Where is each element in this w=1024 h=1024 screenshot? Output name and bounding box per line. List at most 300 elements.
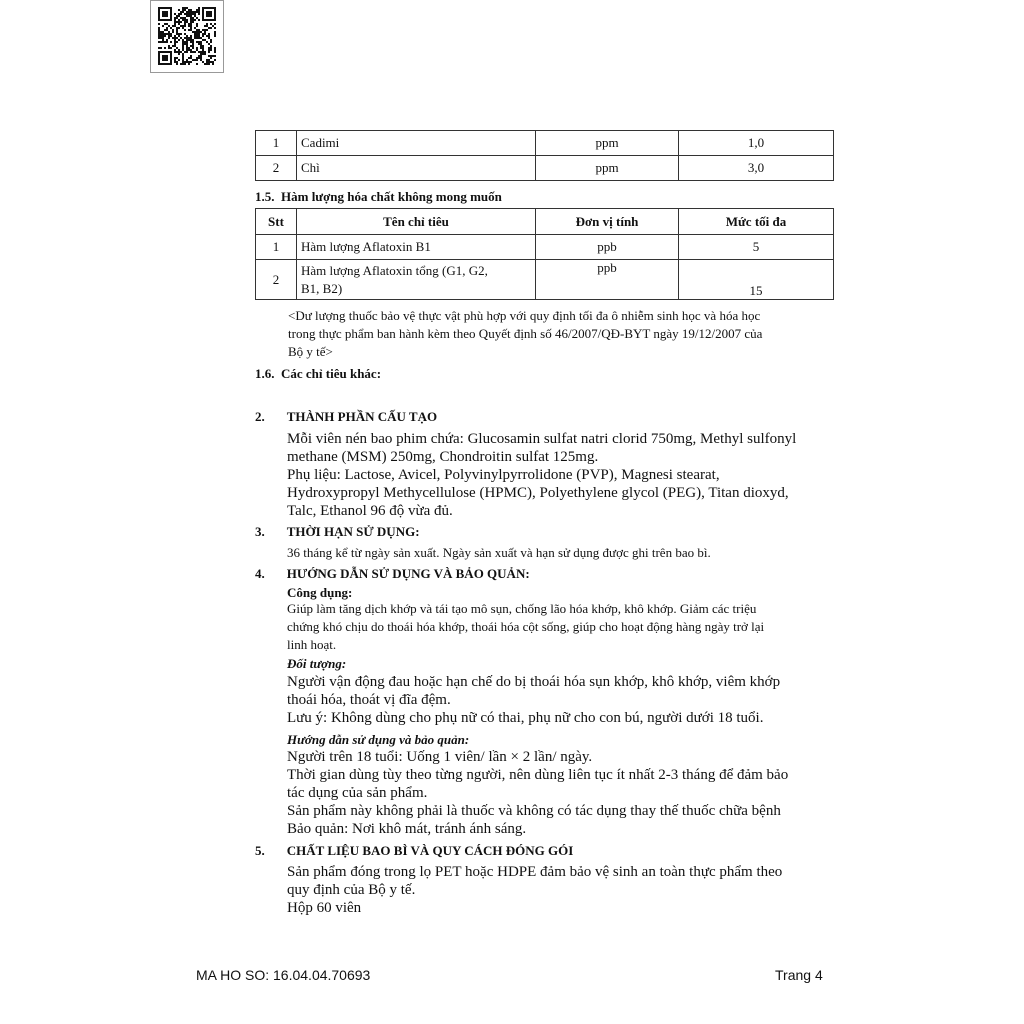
qr-module	[206, 19, 208, 21]
qr-module	[160, 63, 162, 65]
qr-module	[212, 25, 214, 27]
qr-module	[186, 15, 188, 17]
qr-module	[164, 33, 166, 35]
qr-module	[190, 11, 192, 13]
qr-module	[208, 51, 210, 53]
qr-module	[184, 21, 186, 23]
stt-cell: 2	[256, 156, 297, 181]
qr-module	[158, 53, 160, 55]
header-name: Tên chỉ tiêu	[297, 209, 536, 235]
qr-module	[160, 37, 162, 39]
dossier-code: MA HO SO: 16.04.04.70693	[196, 967, 371, 983]
qr-module	[186, 19, 188, 21]
qr-module	[190, 57, 192, 59]
qr-module	[206, 61, 208, 63]
qr-module	[192, 39, 194, 41]
qr-module	[162, 37, 164, 39]
qr-module	[192, 21, 194, 23]
qr-module	[158, 51, 160, 53]
qr-module	[172, 31, 174, 33]
qr-module	[198, 51, 200, 53]
qr-module	[184, 9, 186, 11]
qr-module	[186, 61, 188, 63]
qr-module	[200, 45, 202, 47]
qr-module	[180, 25, 182, 27]
qr-module	[184, 13, 186, 15]
qr-module	[214, 15, 216, 17]
qr-module	[188, 13, 190, 15]
qr-module	[186, 35, 188, 37]
qr-module	[192, 43, 194, 45]
qr-module	[182, 45, 184, 47]
qr-module	[174, 37, 176, 39]
qr-module	[158, 33, 160, 35]
qr-module	[164, 23, 166, 25]
qr-module	[198, 13, 200, 15]
qr-module	[192, 51, 194, 53]
qr-module	[204, 33, 206, 35]
qr-module	[166, 39, 168, 41]
qr-module	[194, 11, 196, 13]
qr-module	[192, 45, 194, 47]
qr-module	[214, 7, 216, 9]
qr-module	[212, 55, 214, 57]
qr-module	[210, 45, 212, 47]
contaminant-table	[255, 130, 834, 181]
qr-module	[160, 35, 162, 37]
qr-module	[184, 63, 186, 65]
text-line: Phụ liệu: Lactose, Avicel, Polyvinylpyrrolidone (PVP), Magnesi stearat,	[287, 467, 720, 483]
section-number: 4.	[255, 566, 265, 581]
qr-module	[212, 19, 214, 21]
qr-module	[186, 45, 188, 47]
qr-module	[182, 9, 184, 11]
qr-module	[158, 63, 160, 65]
qr-module	[208, 11, 210, 13]
qr-module	[190, 29, 192, 31]
qr-module	[190, 39, 192, 41]
qr-module	[166, 7, 168, 9]
qr-module	[198, 7, 200, 9]
qr-module	[208, 13, 210, 15]
qr-module	[166, 19, 168, 21]
qr-module	[182, 25, 184, 27]
qr-module	[180, 13, 182, 15]
qr-module	[174, 35, 176, 37]
qr-module	[166, 57, 168, 59]
qr-module	[188, 37, 190, 39]
qr-module	[166, 15, 168, 17]
qr-module	[184, 25, 186, 27]
unit-cell: ppm	[536, 156, 679, 181]
qr-module	[186, 13, 188, 15]
qr-module	[158, 13, 160, 15]
text-line: Hydroxypropyl Methycellulose (HPMC), Polyethylene glycol (PEG), Titan dioxyd,	[287, 485, 789, 501]
qr-module	[196, 29, 198, 31]
qr-module	[214, 49, 216, 51]
qr-module	[164, 47, 166, 49]
qr-module	[174, 19, 176, 21]
qr-module	[158, 27, 160, 29]
qr-module	[210, 39, 212, 41]
qr-module	[178, 27, 180, 29]
qr-module	[162, 19, 164, 21]
section-number: 5.	[255, 843, 265, 858]
note-line: trong thực phẩm ban hành kèm theo Quyết định số 46/2007/QĐ-BYT ngày 19/12/2007 của	[288, 326, 763, 341]
qr-module	[174, 49, 176, 51]
qr-module	[210, 61, 212, 63]
qr-module	[190, 51, 192, 53]
qr-module	[182, 27, 184, 29]
qr-module	[210, 55, 212, 57]
qr-module	[202, 7, 204, 9]
qr-module	[192, 19, 194, 21]
qr-module	[192, 17, 194, 19]
max-cell: 15	[679, 260, 834, 300]
qr-module	[162, 63, 164, 65]
qr-code-frame	[150, 0, 224, 73]
qr-module	[170, 53, 172, 55]
qr-module	[170, 61, 172, 63]
qr-module	[174, 41, 176, 43]
qr-module	[176, 29, 178, 31]
text-line: linh hoạt.	[287, 637, 337, 652]
qr-module	[204, 7, 206, 9]
qr-module	[168, 45, 170, 47]
qr-module	[178, 59, 180, 61]
qr-module	[210, 7, 212, 9]
qr-module	[164, 15, 166, 17]
qr-module	[180, 11, 182, 13]
qr-module	[188, 47, 190, 49]
section-title: THÀNH PHẦN CẤU TẠO	[286, 409, 438, 424]
qr-module	[178, 21, 180, 23]
qr-module	[194, 37, 196, 39]
usage-storage-heading: Hướng dẫn sử dụng và bảo quản:	[287, 732, 470, 747]
qr-module	[166, 51, 168, 53]
qr-module	[196, 17, 198, 19]
qr-module	[204, 19, 206, 21]
qr-module	[170, 15, 172, 17]
qr-module	[196, 33, 198, 35]
qr-module	[200, 57, 202, 59]
qr-module	[204, 39, 206, 41]
text-line: Giúp làm tăng dịch khớp và tái tạo mô sụn, chống lão hóa khớp, khô khớp. Giảm các triệu	[287, 601, 757, 616]
qr-module	[214, 59, 216, 61]
qr-module	[202, 11, 204, 13]
qr-module	[176, 33, 178, 35]
qr-module	[200, 59, 202, 61]
text-line: methane (MSM) 250mg, Chondroitin sulfat 125mg.	[287, 449, 599, 465]
qr-module	[162, 57, 164, 59]
qr-module	[210, 23, 212, 25]
header-stt: Stt	[256, 209, 297, 235]
qr-module	[202, 13, 204, 15]
text-line: Sản phẩm này không phải là thuốc và không có tác dụng thay thế thuốc chữa bệnh	[287, 803, 781, 819]
qr-module	[194, 13, 196, 15]
qr-module	[186, 43, 188, 45]
qr-module	[166, 11, 168, 13]
text-line: Thời gian dùng tùy theo từng người, nên dùng liên tục ít nhất 2-3 tháng để đảm bảo	[287, 767, 789, 783]
qr-module	[198, 37, 200, 39]
qr-module	[176, 47, 178, 49]
qr-module	[188, 49, 190, 51]
qr-module	[202, 49, 204, 51]
qr-module	[186, 7, 188, 9]
qr-module	[170, 55, 172, 57]
qr-module	[170, 57, 172, 59]
qr-module	[166, 33, 168, 35]
section-2-heading	[255, 408, 437, 426]
qr-module	[164, 59, 166, 61]
uses-text	[287, 600, 764, 654]
section-1-5-heading	[255, 188, 502, 206]
qr-module	[214, 55, 216, 57]
qr-module	[196, 49, 198, 51]
qr-module	[162, 13, 164, 15]
qr-module	[182, 63, 184, 65]
qr-module	[202, 53, 204, 55]
qr-module	[170, 41, 172, 43]
qr-module	[172, 37, 174, 39]
qr-module	[180, 37, 182, 39]
qr-module	[204, 51, 206, 53]
qr-module	[192, 41, 194, 43]
qr-module	[164, 55, 166, 57]
text-line: Sản phẩm đóng trong lọ PET hoặc HDPE đảm bảo vệ sinh an toàn thực phẩm theo	[287, 864, 783, 880]
qr-module	[166, 13, 168, 15]
qr-module	[176, 21, 178, 23]
qr-module	[166, 63, 168, 65]
qr-module	[184, 19, 186, 21]
qr-module	[158, 37, 160, 39]
qr-module	[186, 51, 188, 53]
shelf-life-text: 36 tháng kể từ ngày sản xuất. Ngày sản xuất và hạn sử dụng được ghi trên bao bì.	[287, 545, 711, 560]
qr-module	[166, 59, 168, 61]
qr-module	[196, 23, 198, 25]
qr-module	[162, 35, 164, 37]
qr-module	[186, 11, 188, 13]
qr-module	[198, 55, 200, 57]
qr-module	[210, 19, 212, 21]
qr-module	[188, 15, 190, 17]
qr-module	[170, 27, 172, 29]
qr-module	[164, 51, 166, 53]
qr-module	[212, 7, 214, 9]
qr-module	[208, 35, 210, 37]
qr-module	[188, 61, 190, 63]
qr-module	[198, 33, 200, 35]
qr-module	[194, 15, 196, 17]
composition-text	[287, 430, 796, 520]
qr-module	[206, 25, 208, 27]
qr-module	[184, 33, 186, 35]
qr-module	[158, 17, 160, 19]
qr-module	[194, 33, 196, 35]
qr-module	[162, 39, 164, 41]
target-users-heading: Đối tượng:	[287, 656, 347, 671]
note-line: <Dư lượng thuốc bảo vệ thực vật phù hợp với quy định tối đa ô nhiễm sinh học và hóa học	[288, 308, 761, 323]
qr-module	[214, 51, 216, 53]
qr-module	[210, 57, 212, 59]
note-line: Bộ y tế>	[288, 344, 333, 359]
section-title: Hàm lượng hóa chất không mong muốn	[281, 189, 502, 204]
qr-module	[194, 59, 196, 61]
qr-module	[160, 7, 162, 9]
qr-module	[170, 19, 172, 21]
qr-module	[176, 37, 178, 39]
qr-module	[208, 15, 210, 17]
qr-module	[158, 15, 160, 17]
qr-module	[158, 31, 160, 33]
qr-module	[170, 13, 172, 15]
qr-module	[170, 9, 172, 11]
qr-module	[184, 51, 186, 53]
name-cell	[297, 260, 536, 300]
qr-module	[176, 61, 178, 63]
qr-module	[194, 35, 196, 37]
qr-module	[174, 43, 176, 45]
qr-module	[214, 9, 216, 11]
page-number: Trang 4	[775, 967, 823, 983]
residue-note	[288, 307, 762, 361]
qr-module	[178, 51, 180, 53]
qr-module	[212, 63, 214, 65]
qr-module	[158, 55, 160, 57]
qr-module	[182, 55, 184, 57]
qr-module	[196, 35, 198, 37]
qr-module	[184, 43, 186, 45]
qr-module	[168, 33, 170, 35]
qr-module	[202, 33, 204, 35]
qr-module	[166, 27, 168, 29]
qr-module	[162, 55, 164, 57]
qr-module	[176, 41, 178, 43]
qr-module	[196, 41, 198, 43]
qr-module	[194, 19, 196, 21]
qr-module	[182, 49, 184, 51]
qr-module	[208, 47, 210, 49]
qr-module	[202, 61, 204, 63]
qr-module	[198, 35, 200, 37]
qr-module	[170, 17, 172, 19]
qr-module	[176, 15, 178, 17]
qr-module	[160, 41, 162, 43]
qr-module	[182, 11, 184, 13]
qr-module	[190, 45, 192, 47]
text-line: Mỗi viên nén bao phim chứa: Glucosamin sulfat natri clorid 750mg, Methyl sulfonyl	[287, 431, 797, 447]
qr-module	[168, 47, 170, 49]
qr-module	[198, 43, 200, 45]
max-cell: 3,0	[679, 156, 834, 181]
qr-module	[172, 45, 174, 47]
qr-module	[214, 11, 216, 13]
qr-module	[190, 15, 192, 17]
unit-cell: ppb	[536, 260, 679, 300]
qr-module	[174, 61, 176, 63]
qr-module	[208, 63, 210, 65]
qr-module	[188, 63, 190, 65]
qr-module	[180, 51, 182, 53]
section-title: CHẤT LIỆU BAO BÌ VÀ QUY CÁCH ĐÓNG GÓI	[286, 843, 574, 858]
qr-module	[178, 23, 180, 25]
qr-module	[170, 59, 172, 61]
qr-module	[178, 15, 180, 17]
qr-module	[206, 29, 208, 31]
qr-module	[158, 29, 160, 31]
qr-module	[200, 53, 202, 55]
name-cell: Hàm lượng Aflatoxin B1	[297, 235, 536, 260]
qr-module	[174, 51, 176, 53]
qr-module	[182, 39, 184, 41]
qr-module	[202, 19, 204, 21]
qr-module	[184, 17, 186, 19]
qr-module	[198, 11, 200, 13]
qr-module	[178, 53, 180, 55]
qr-module	[168, 63, 170, 65]
qr-module	[164, 13, 166, 15]
qr-module	[174, 17, 176, 19]
qr-module	[202, 9, 204, 11]
qr-module	[192, 13, 194, 15]
qr-module	[210, 15, 212, 17]
qr-module	[182, 57, 184, 59]
table-row	[256, 235, 834, 260]
qr-module	[166, 23, 168, 25]
qr-module	[174, 23, 176, 25]
qr-module	[184, 29, 186, 31]
qr-module	[186, 41, 188, 43]
section-3-heading	[255, 523, 420, 541]
qr-module	[170, 47, 172, 49]
qr-module	[182, 19, 184, 21]
qr-module	[200, 47, 202, 49]
qr-module	[158, 61, 160, 63]
qr-module	[188, 57, 190, 59]
qr-module	[164, 19, 166, 21]
qr-module	[188, 11, 190, 13]
qr-module	[214, 47, 216, 49]
uses-heading: Công dụng:	[287, 585, 353, 600]
qr-module	[202, 39, 204, 41]
header-max: Mức tối đa	[679, 209, 834, 235]
qr-module	[190, 13, 192, 15]
qr-module	[206, 13, 208, 15]
table-header-row	[256, 209, 834, 235]
qr-module	[162, 25, 164, 27]
qr-module	[186, 59, 188, 61]
qr-module	[196, 47, 198, 49]
qr-module	[204, 53, 206, 55]
qr-module	[202, 51, 204, 53]
qr-module	[200, 37, 202, 39]
qr-module	[210, 13, 212, 15]
unit-cell: ppm	[536, 131, 679, 156]
qr-module	[168, 7, 170, 9]
unit-cell: ppb	[536, 235, 679, 260]
qr-module	[198, 41, 200, 43]
qr-module	[190, 25, 192, 27]
qr-module	[194, 31, 196, 33]
qr-module	[194, 51, 196, 53]
text-line: Người trên 18 tuổi: Uống 1 viên/ lần × 2 lần/ ngày.	[287, 749, 593, 765]
qr-module	[164, 41, 166, 43]
qr-module	[180, 17, 182, 19]
qr-module	[172, 29, 174, 31]
qr-module	[176, 63, 178, 65]
qr-module	[158, 11, 160, 13]
qr-module	[186, 37, 188, 39]
